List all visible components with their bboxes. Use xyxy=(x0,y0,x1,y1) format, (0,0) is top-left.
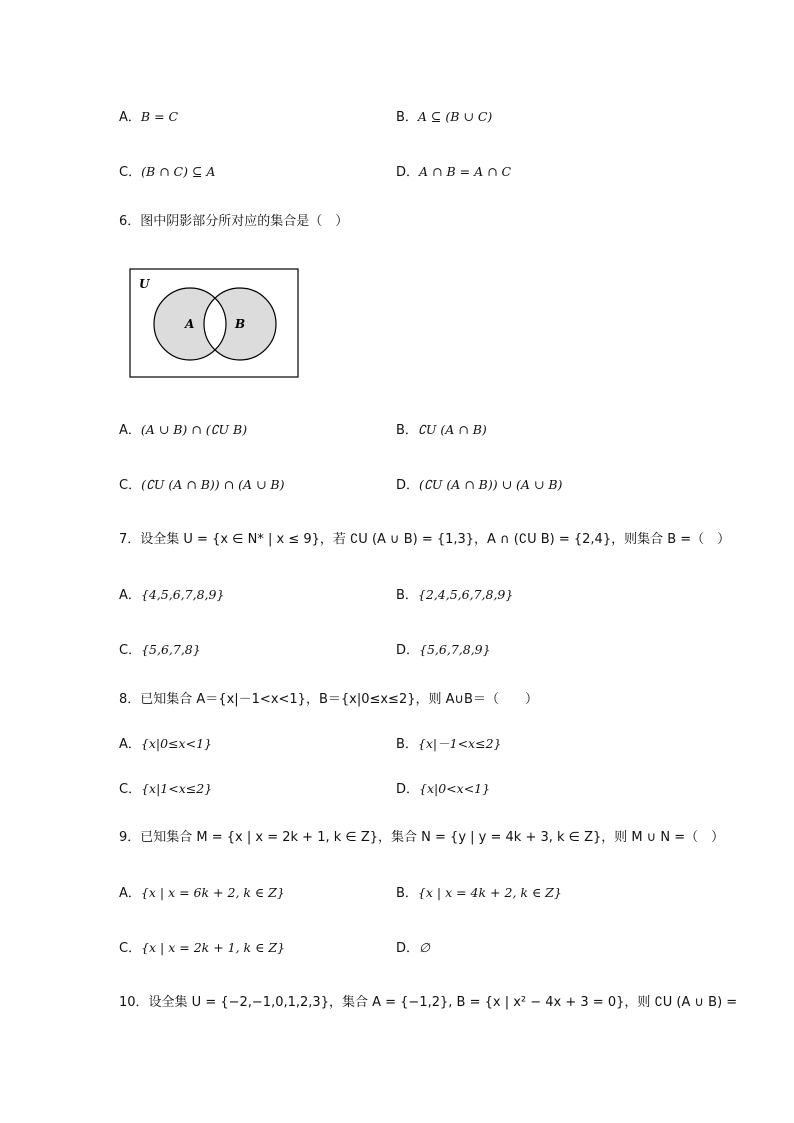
q9-stem: 9．已知集合 M = {x | x = 2k + 1, k ∈ Z}，集合 N = {y | y = 4k + 3, k ∈ Z}，则 M ∪ N =（ ） xyxy=(119,830,725,845)
q8-option-d[interactable]: D．{x|0<x<1} xyxy=(396,781,491,797)
set-b-label: B xyxy=(235,317,246,331)
q9-option-d[interactable]: D．∅ xyxy=(396,940,430,956)
q7-option-b[interactable]: B．{2,4,5,6,7,8,9} xyxy=(396,587,514,603)
q6-option-b[interactable]: B．∁U (A ∩ B) xyxy=(396,422,487,438)
set-a-label: A xyxy=(185,317,195,331)
q9-options-row-1 xyxy=(0,880,794,906)
q5-option-b[interactable]: B．A ⊆ (B ∪ C) xyxy=(396,109,493,125)
q7-options-row-1 xyxy=(0,582,794,608)
q8-options-row-2 xyxy=(0,776,794,802)
q5-options-row-1 xyxy=(0,104,794,130)
q9-option-b[interactable]: B．{x | x = 4k + 2, k ∈ Z} xyxy=(396,885,562,901)
q7-options-row-2 xyxy=(0,637,794,663)
q5-option-d[interactable]: D．A ∩ B = A ∩ C xyxy=(396,164,512,180)
q6-options-row-2 xyxy=(0,472,794,498)
q7-stem: 7．设全集 U = {x ∈ N* | x ≤ 9}，若 ∁U (A ∪ B) = {1,3}，A ∩ (∁U B) = {2,4}，则集合 B =（ ） xyxy=(119,532,731,547)
q8-option-b[interactable]: B．{x|－1<x≤2} xyxy=(396,736,502,752)
q6-stem: 6．图中阴影部分所对应的集合是（ ） xyxy=(119,214,349,229)
universe-label: U xyxy=(139,277,150,291)
q8-option-a[interactable]: A．{x|0≤x<1} xyxy=(119,736,212,752)
q6-option-d[interactable]: D．(∁U (A ∩ B)) ∪ (A ∪ B) xyxy=(396,477,563,493)
q8-options-row-1 xyxy=(0,731,794,757)
q5-options-row-2 xyxy=(0,159,794,185)
q5-option-a[interactable]: A．B = C xyxy=(119,109,179,125)
q5-option-c[interactable]: C．(B ∩ C) ⊆ A xyxy=(119,164,216,180)
q9-option-a[interactable]: A．{x | x = 6k + 2, k ∈ Z} xyxy=(119,885,285,901)
venn-diagram xyxy=(129,268,301,380)
q8-stem: 8．已知集合 A＝{x|－1<x<1}，B＝{x|0≤x≤2}，则 A∪B＝（ ） xyxy=(119,692,538,707)
q6-option-a[interactable]: A．(A ∪ B) ∩ (∁U B) xyxy=(119,422,248,438)
q9-options-row-2 xyxy=(0,935,794,961)
q6-option-c[interactable]: C．(∁U (A ∩ B)) ∩ (A ∪ B) xyxy=(119,477,285,493)
q9-option-c[interactable]: C．{x | x = 2k + 1, k ∈ Z} xyxy=(119,940,285,956)
q7-option-a[interactable]: A．{4,5,6,7,8,9} xyxy=(119,587,225,603)
q8-option-c[interactable]: C．{x|1<x≤2} xyxy=(119,781,213,797)
q6-options-row-1 xyxy=(0,417,794,443)
q7-option-d[interactable]: D．{5,6,7,8,9} xyxy=(396,642,491,658)
q10-stem: 10．设全集 U = {−2,−1,0,1,2,3}，集合 A = {−1,2}, B = {x | x² − 4x + 3 = 0}，则 ∁U (A ∪ B) = xyxy=(119,995,738,1010)
q7-option-c[interactable]: C．{5,6,7,8} xyxy=(119,642,201,658)
